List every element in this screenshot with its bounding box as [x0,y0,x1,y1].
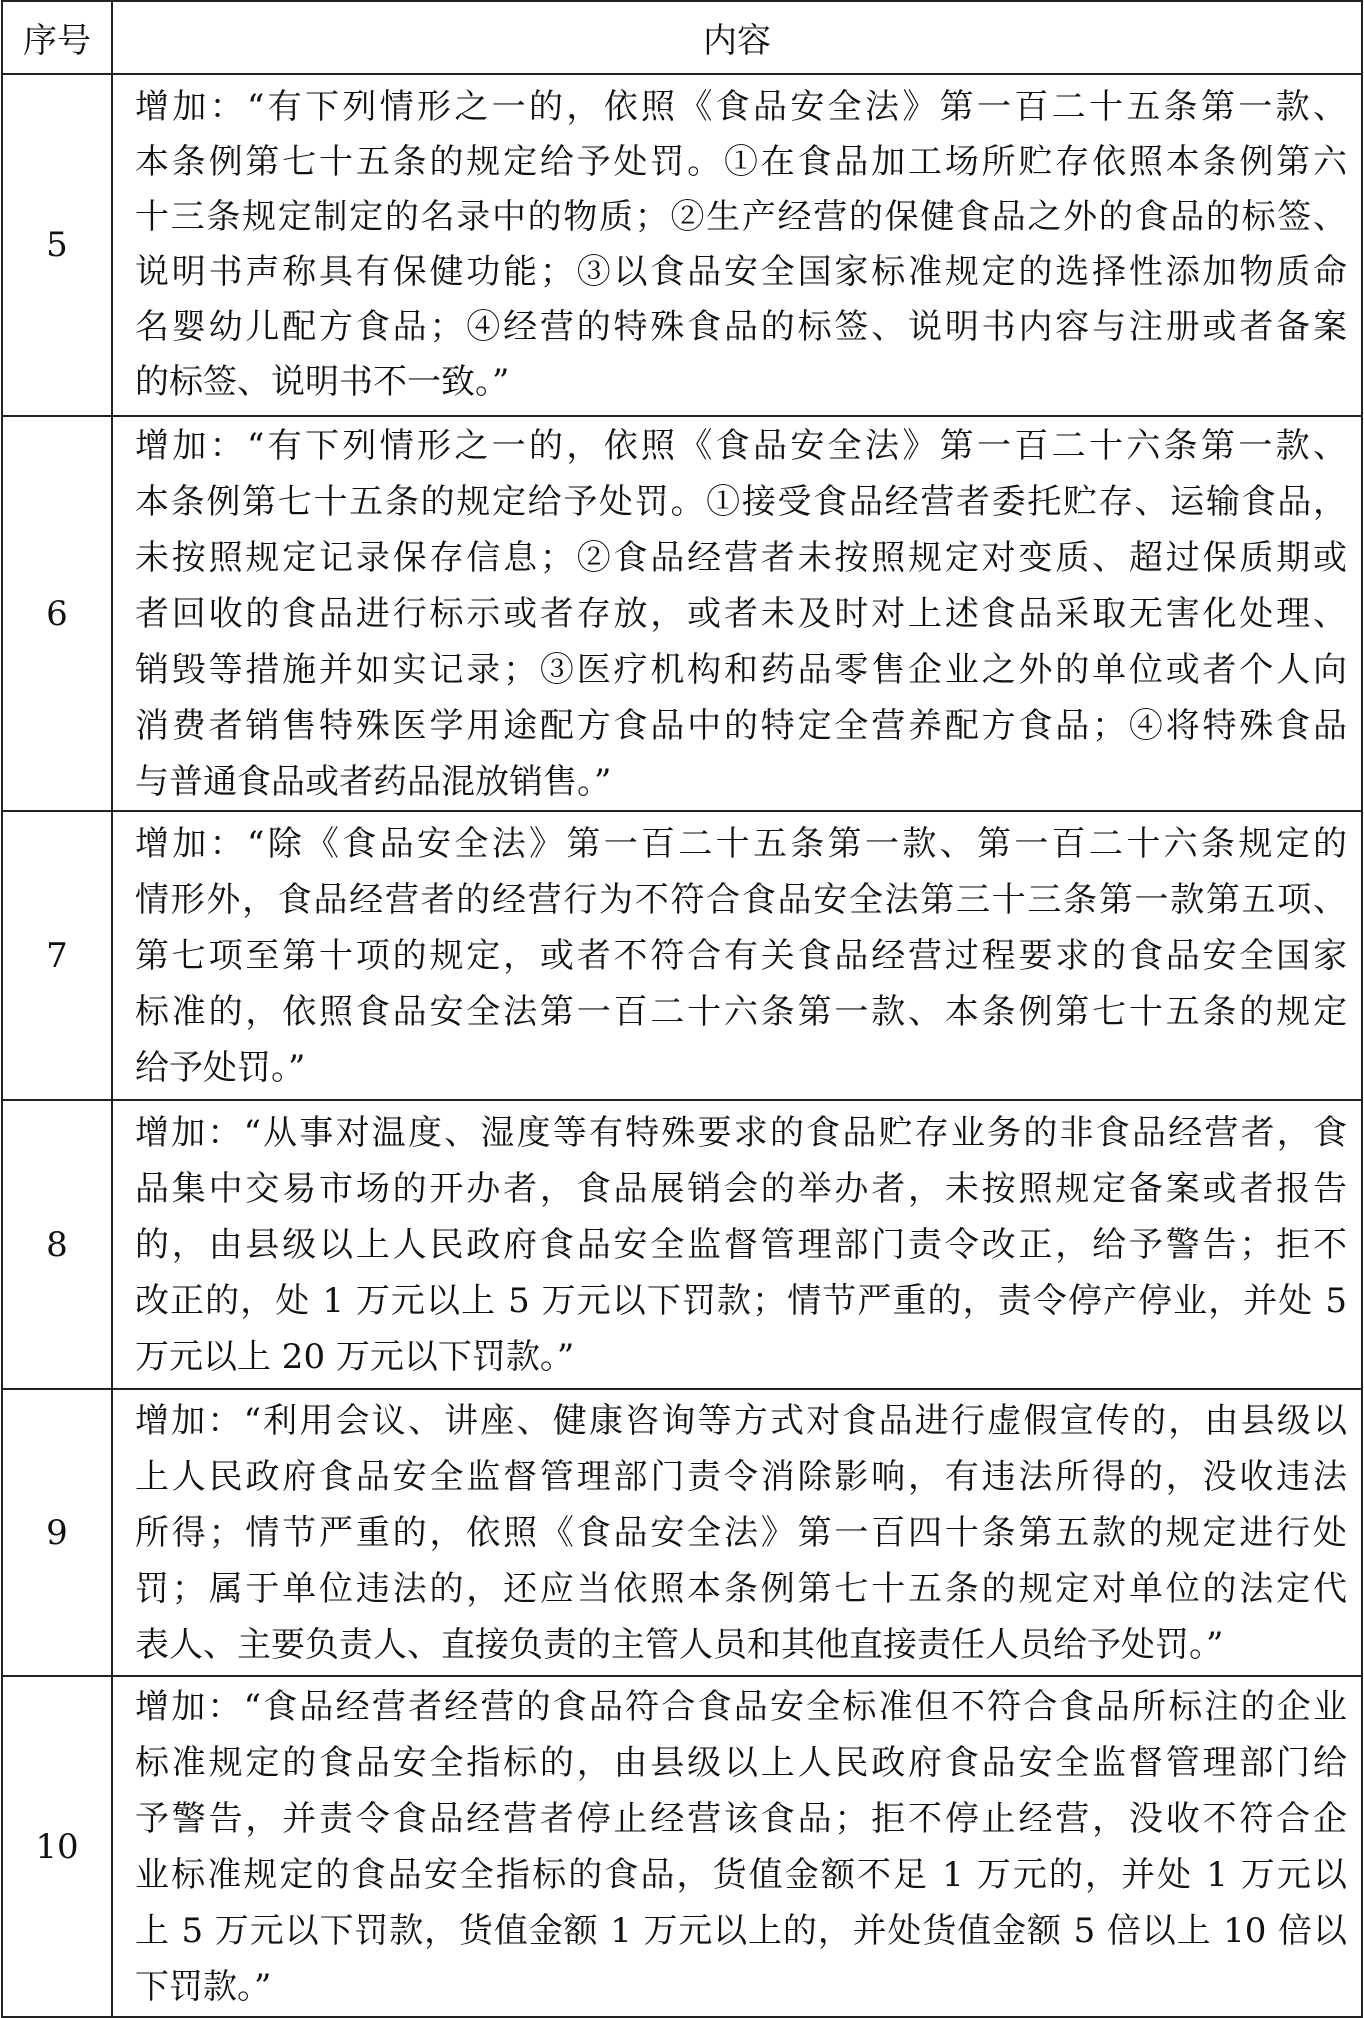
content-line: 本条例第七十五条的规定给予处罚。①接受食品经营者委托贮存、运输食品， [135,481,1347,522]
row-index: 10 [2,1676,112,2017]
row-content [112,1389,1362,1676]
content-line: 业标准规定的食品安全指标的食品，货值金额不足 1 万元的，并处 1 万元以 [135,1854,1347,1895]
content-line: 给予处罚。” [135,1047,306,1088]
content-line: 第七项至第十项的规定，或者不符合有关食品经营过程要求的食品安全国家 [135,935,1347,976]
row-index: 9 [2,1389,112,1676]
content-line: 表人、主要负责人、直接负责的主管人员和其他直接责任人员给予处罚。” [135,1624,1224,1665]
content-line: 所得；情节严重的，依照《食品安全法》第一百四十条第五款的规定进行处 [135,1512,1347,1553]
content-line: 增加：“有下列情形之一的，依照《食品安全法》第一百二十六条第一款、 [135,425,1347,466]
row-index: 5 [2,74,112,416]
row-content [112,811,1362,1100]
content-line: 本条例第七十五条的规定给予处罚。①在食品加工场所贮存依照本条例第六 [135,142,1347,182]
content-line: 未按照规定记录保存信息；②食品经营者未按照规定对变质、超过保质期或 [135,537,1347,578]
content-line: 品集中交易市场的开办者，食品展销会的举办者，未按照规定备案或者报告 [135,1168,1347,1209]
content-line: 标准规定的食品安全指标的，由县级以上人民政府食品安全监督管理部门给 [135,1742,1347,1783]
content-line: 增加：“有下列情形之一的，依照《食品安全法》第一百二十五条第一款、 [135,87,1347,127]
table-row [2,1676,1362,2017]
content-line: 销毁等措施并如实记录；③医疗机构和药品零售企业之外的单位或者个人向 [135,649,1347,690]
row-content [112,74,1362,416]
content-line: 罚；属于单位违法的，还应当依照本条例第七十五条的规定对单位的法定代 [135,1568,1347,1609]
table-row [2,416,1362,811]
table-row [2,74,1362,416]
content-line: 的标签、说明书不一致。” [135,362,510,402]
content-line: 上人民政府食品安全监督管理部门责令消除影响，有违法所得的，没收违法 [135,1456,1347,1497]
content-line: 与普通食品或者药品混放销售。” [135,761,612,802]
content-line: 上 5 万元以下罚款，货值金额 1 万元以上的，并处货值金额 5 倍以上 10 倍以 [135,1910,1347,1951]
content-line: 下罚款。” [135,1966,272,2007]
table-header-row [2,1,1362,74]
content-line: 增加：“除《食品安全法》第一百二十五条第一款、第一百二十六条规定的 [135,823,1347,864]
row-content [112,416,1362,811]
content-line: 万元以上 20 万元以下罚款。” [135,1336,575,1377]
row-content [112,1100,1362,1389]
content-line: 名婴幼儿配方食品；④经营的特殊食品的标签、说明书内容与注册或者备案 [135,307,1347,347]
content-line: 十三条规定制定的名录中的物质；②生产经营的保健食品之外的食品的标签、 [135,197,1347,237]
header-content: 内容 [112,1,1362,74]
header-index: 序号 [2,1,112,74]
table-row [2,811,1362,1100]
content-line: 标准的，依照食品安全法第一百二十六条第一款、本条例第七十五条的规定 [135,991,1347,1032]
content-line: 增加：“利用会议、讲座、健康咨询等方式对食品进行虚假宣传的，由县级以 [135,1400,1347,1441]
content-line: 改正的，处 1 万元以上 5 万元以下罚款；情节严重的，责令停产停业，并处 5 [135,1280,1347,1321]
row-index: 8 [2,1100,112,1389]
row-index: 7 [2,811,112,1100]
table-row [2,1100,1362,1389]
content-line: 消费者销售特殊医学用途配方食品中的特定全营养配方食品；④将特殊食品 [135,705,1347,746]
content-line: 增加：“食品经营者经营的食品符合食品安全标准但不符合食品所标注的企业 [135,1686,1347,1727]
content-line: 说明书声称具有保健功能；③以食品安全国家标准规定的选择性添加物质命 [135,252,1347,292]
content-line: 的，由县级以上人民政府食品安全监督管理部门责令改正，给予警告；拒不 [135,1224,1347,1265]
row-index: 6 [2,416,112,811]
content-line: 予警告，并责令食品经营者停止经营该食品；拒不停止经营，没收不符合企 [135,1798,1347,1839]
content-line: 情形外，食品经营者的经营行为不符合食品安全法第三十三条第一款第五项、 [135,879,1347,920]
row-content [112,1676,1362,2017]
content-line: 增加：“从事对温度、湿度等有特殊要求的食品贮存业务的非食品经营者，食 [135,1112,1347,1153]
content-line: 者回收的食品进行标示或者存放，或者未及时对上述食品采取无害化处理、 [135,593,1347,634]
regulation-table [1,0,1363,2018]
table-row [2,1389,1362,1676]
